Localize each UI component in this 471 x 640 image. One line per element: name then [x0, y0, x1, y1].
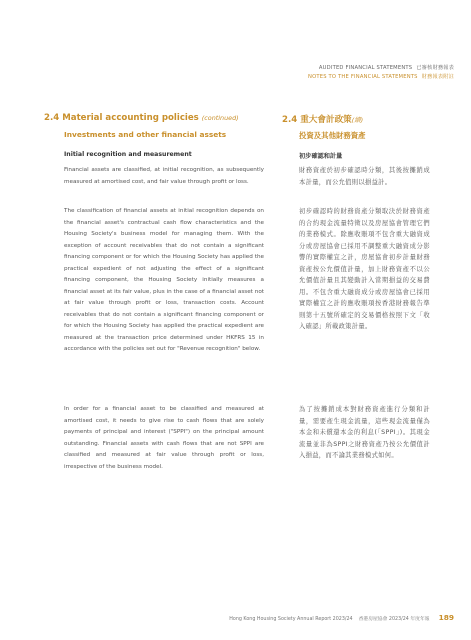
running-header-line2 — [304, 73, 454, 80]
paragraph-zh-1: 財務資產於初步確認時分類，其後按攤銷成本計量，而公允值則以損益計。 — [299, 167, 430, 186]
section-continued-en: (continued) — [201, 114, 239, 122]
subsection-title-zh: 投資及其他財務資產 — [299, 131, 366, 140]
paragraph-zh-2: 初步確認時的財務資產分類取決於財務資產的合約現金流量特徵以及房屋協會管理它們的業務模式。除應收賬項不包含重大融資成分或房屋協會已採用不調整重大融資成分影響的實際權宜之計，房屋協會初步計量財務資產按公允價值計量，加上財務資產不以公允價值計量且其變動計入當期損益的交易費用。不包含重大融資成分或房屋協會已採用實際權宜之計的應收賬項按香港財務報告準則第十五號所確定的交易價格按照下文「收入確認」所載政策計量。 — [299, 208, 430, 330]
paragraph-en-1: Financial assets are classified, at initial recognition, as subsequently measured at amortised cost, and fair value through profit or loss. — [64, 167, 264, 185]
header-line2-en: NOTES TO THE FINANCIAL STATEMENTS — [308, 74, 418, 80]
section-continued-zh: (續) — [351, 116, 364, 124]
minor-title-zh: 初步確認和計量 — [299, 153, 343, 160]
header-line1-en: AUDITED FINANCIAL STATEMENTS — [318, 65, 413, 71]
paragraph-zh-3: 為了按攤銷成本對財務資產進行分類和計量，需要產生現金流量，這些現金流量僅為本金和未償還本金的利息(「SPPI」)。其現金流量並非為SPPI之財務資產乃按公允價值計入損益，而不論其業務模式如何。 — [299, 406, 430, 459]
page-footer — [229, 613, 454, 622]
section-title-en-text: 2.4 Material accounting policies — [44, 113, 199, 123]
section-title-zh-text: 2.4 重大會計政策 — [282, 115, 352, 125]
section-title-en — [44, 113, 239, 123]
paragraph-en-3: In order for a financial asset to be classified and measured at amortised cost, it needs to give rise to cash flows that are solely payments of principal and interest ("SPPI") on the principal amount outstanding. Financial assets with cash flows that are not SPPI are classified and measured at fair value through profit or loss, irrespective of the business model. — [64, 406, 264, 470]
footer-report-zh: 香港房屋協會 2023/24 年度年報 — [358, 617, 430, 622]
paragraph-en-2: The classification of financial assets at initial recognition depends on the financial asset's contractual cash flow characteristics and the Housing Society's business model for managing them. With the exception of account receivables that do not contain a significant financing component or for which the Housing Society has applied the practical expedient of not adjusting the effect of a significant financing component, the Housing Society initially measures a financial asset at its fair value, plus in the case of a financial asset not at fair value through profit or loss, transaction costs. Account receivables that do not contain a significant financing component or for which the Housing Society has applied the practical expedient are measured at the transaction price determined under HKFRS 15 in accordance with the policies set out for "Revenue recognition" below. — [64, 208, 264, 352]
minor-title-en: Initial recognition and measurement — [64, 151, 192, 158]
subsection-title-en: Investments and other financial assets — [64, 130, 227, 139]
footer-report-en: Hong Kong Housing Society Annual Report 2023/24 — [229, 617, 353, 622]
page-number: 189 — [438, 613, 454, 622]
running-header-line1 — [315, 64, 454, 71]
section-title-zh — [282, 113, 363, 125]
header-line2-zh: 財務報表附註 — [421, 74, 454, 80]
header-line1-zh: 已審核財務報表 — [416, 65, 454, 71]
